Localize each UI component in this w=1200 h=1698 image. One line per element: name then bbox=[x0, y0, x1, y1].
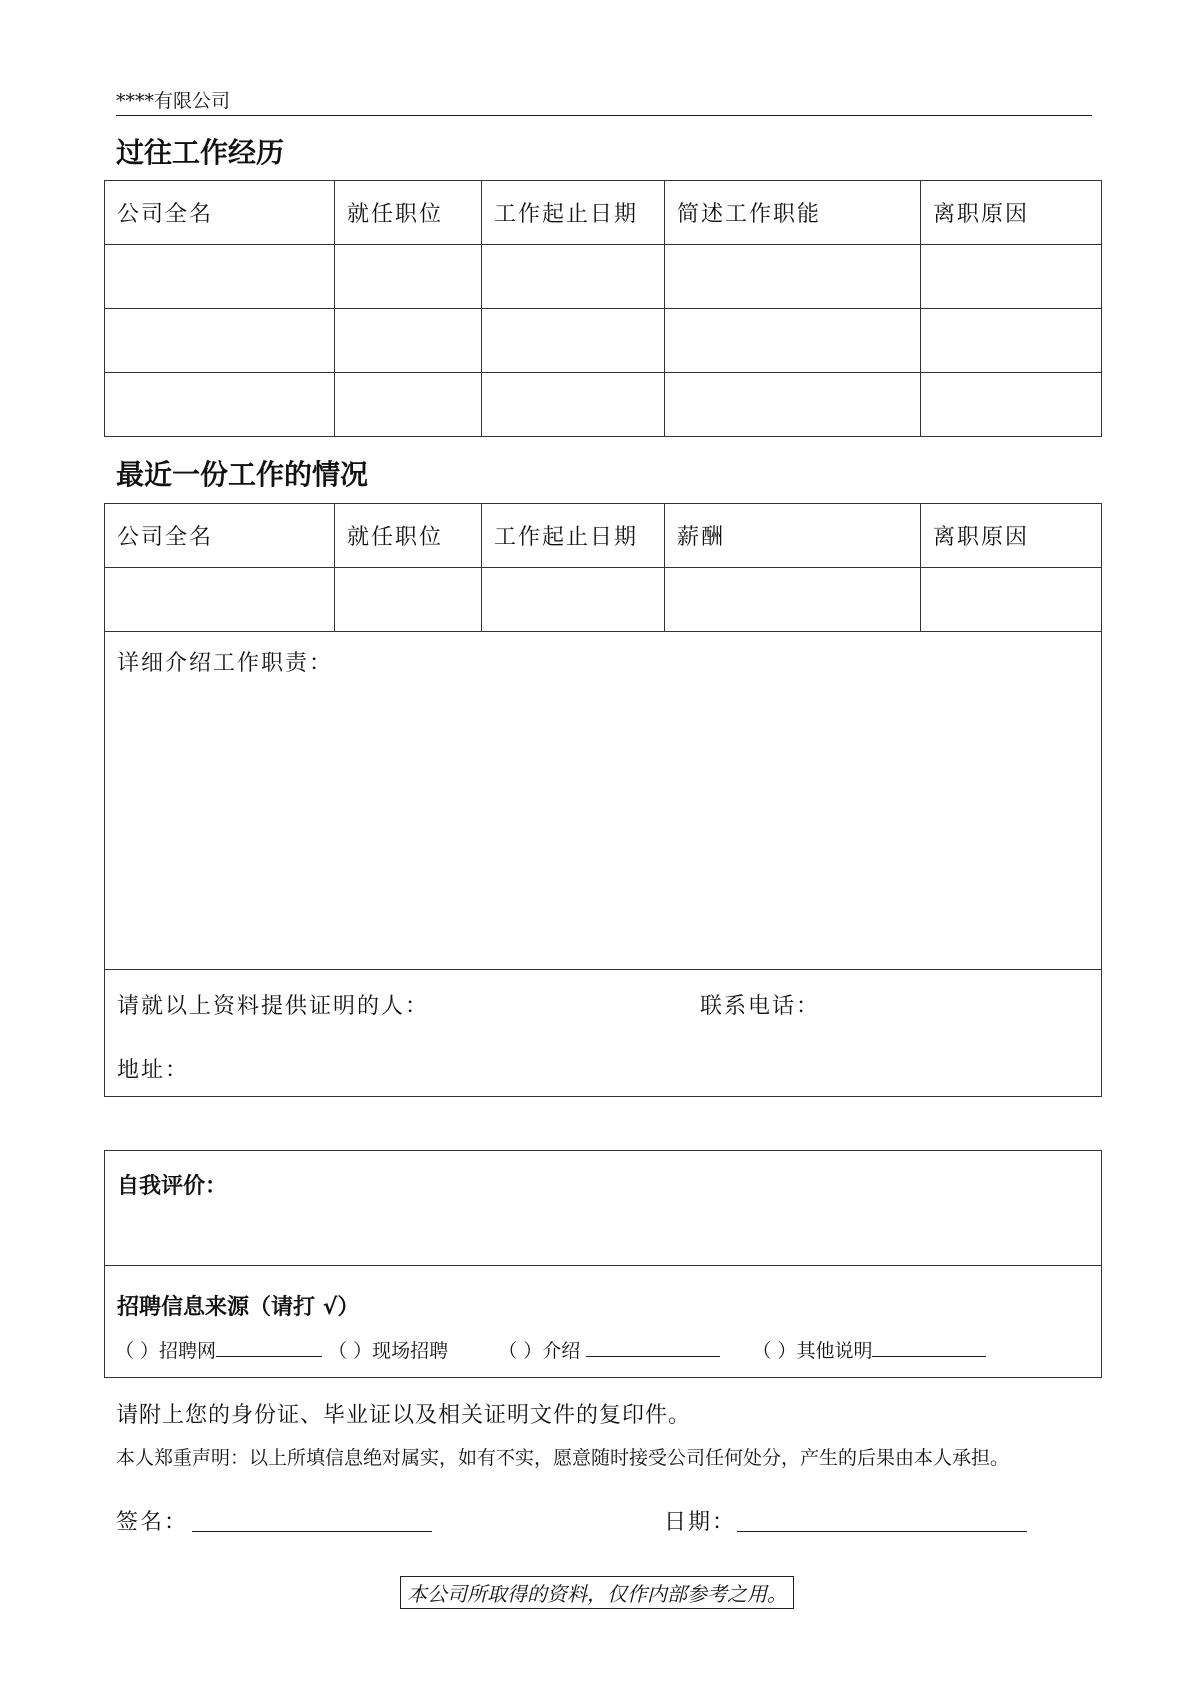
reference-label: 请就以上资料提供证明的人： bbox=[117, 994, 430, 1019]
reference-field[interactable] bbox=[105, 970, 1102, 1097]
input-cell[interactable] bbox=[921, 245, 1102, 309]
col-salary: 薪酬 bbox=[665, 504, 921, 568]
input-cell[interactable] bbox=[482, 245, 665, 309]
blank-line[interactable] bbox=[872, 1338, 986, 1357]
address-label: 地址： bbox=[117, 1058, 190, 1083]
recent-work-table bbox=[104, 503, 1102, 1097]
duties-row bbox=[105, 632, 1102, 970]
source-options bbox=[115, 1336, 986, 1363]
col-position: 就任职位 bbox=[335, 181, 482, 245]
input-cell[interactable] bbox=[665, 373, 921, 437]
table-header-row bbox=[105, 504, 1102, 568]
col-dates: 工作起止日期 bbox=[482, 181, 665, 245]
table-header-row bbox=[105, 181, 1102, 245]
section-divider bbox=[105, 1265, 1101, 1266]
signature-line[interactable] bbox=[192, 1531, 432, 1532]
col-company: 公司全名 bbox=[105, 181, 335, 245]
blank-line[interactable] bbox=[216, 1338, 322, 1357]
date-line[interactable] bbox=[737, 1531, 1027, 1532]
self-eval-label: 自我评价： bbox=[117, 1174, 228, 1199]
col-company: 公司全名 bbox=[105, 504, 335, 568]
table-row bbox=[105, 309, 1102, 373]
col-leave-reason: 离职原因 bbox=[921, 181, 1102, 245]
input-cell[interactable] bbox=[482, 568, 665, 632]
signature-label: 签名： bbox=[116, 1510, 189, 1535]
input-cell[interactable] bbox=[482, 309, 665, 373]
input-cell[interactable] bbox=[105, 245, 335, 309]
option-recruit-site[interactable]: （ ）招聘网 bbox=[115, 1340, 217, 1362]
option-onsite[interactable]: （ ）现场招聘 bbox=[328, 1340, 449, 1362]
recent-work-title: 最近一份工作的情况 bbox=[116, 458, 369, 491]
self-evaluation-box bbox=[104, 1150, 1102, 1378]
footer-note: 本公司所取得的资料，仅作内部参考之用。 bbox=[400, 1576, 794, 1609]
declaration: 本人郑重声明：以上所填信息绝对属实，如有不实，愿意随时接受公司任何处分，产生的后果由本人承担。 bbox=[116, 1447, 1010, 1469]
past-work-table bbox=[104, 180, 1102, 437]
table-row bbox=[105, 245, 1102, 309]
input-cell[interactable] bbox=[665, 568, 921, 632]
input-cell[interactable] bbox=[335, 568, 482, 632]
header-rule bbox=[116, 115, 1092, 116]
option-other[interactable]: （ ）其他说明 bbox=[752, 1340, 873, 1362]
past-work-title: 过往工作经历 bbox=[116, 136, 285, 169]
duties-field[interactable] bbox=[105, 632, 1102, 970]
company-name: ****有限公司 bbox=[116, 90, 231, 112]
blank-line[interactable] bbox=[586, 1338, 720, 1357]
input-cell[interactable] bbox=[921, 309, 1102, 373]
col-dates: 工作起止日期 bbox=[482, 504, 665, 568]
option-referral[interactable]: （ ）介绍 bbox=[498, 1340, 581, 1362]
date-label: 日期： bbox=[664, 1510, 737, 1535]
reference-row bbox=[105, 970, 1102, 1097]
input-cell[interactable] bbox=[921, 373, 1102, 437]
col-position: 就任职位 bbox=[335, 504, 482, 568]
col-leave-reason: 离职原因 bbox=[921, 504, 1102, 568]
input-cell[interactable] bbox=[105, 373, 335, 437]
phone-label: 联系电话： bbox=[700, 994, 821, 1019]
input-cell[interactable] bbox=[335, 373, 482, 437]
input-cell[interactable] bbox=[665, 245, 921, 309]
table-row bbox=[105, 568, 1102, 632]
input-cell[interactable] bbox=[105, 568, 335, 632]
input-cell[interactable] bbox=[335, 309, 482, 373]
source-title: 招聘信息来源（请打 √） bbox=[117, 1295, 360, 1320]
input-cell[interactable] bbox=[665, 309, 921, 373]
table-row bbox=[105, 373, 1102, 437]
input-cell[interactable] bbox=[482, 373, 665, 437]
col-duties: 简述工作职能 bbox=[665, 181, 921, 245]
input-cell[interactable] bbox=[105, 309, 335, 373]
duties-label: 详细介绍工作职责： bbox=[117, 651, 334, 676]
attach-note: 请附上您的身份证、毕业证以及相关证明文件的复印件。 bbox=[116, 1403, 692, 1428]
input-cell[interactable] bbox=[921, 568, 1102, 632]
input-cell[interactable] bbox=[335, 245, 482, 309]
